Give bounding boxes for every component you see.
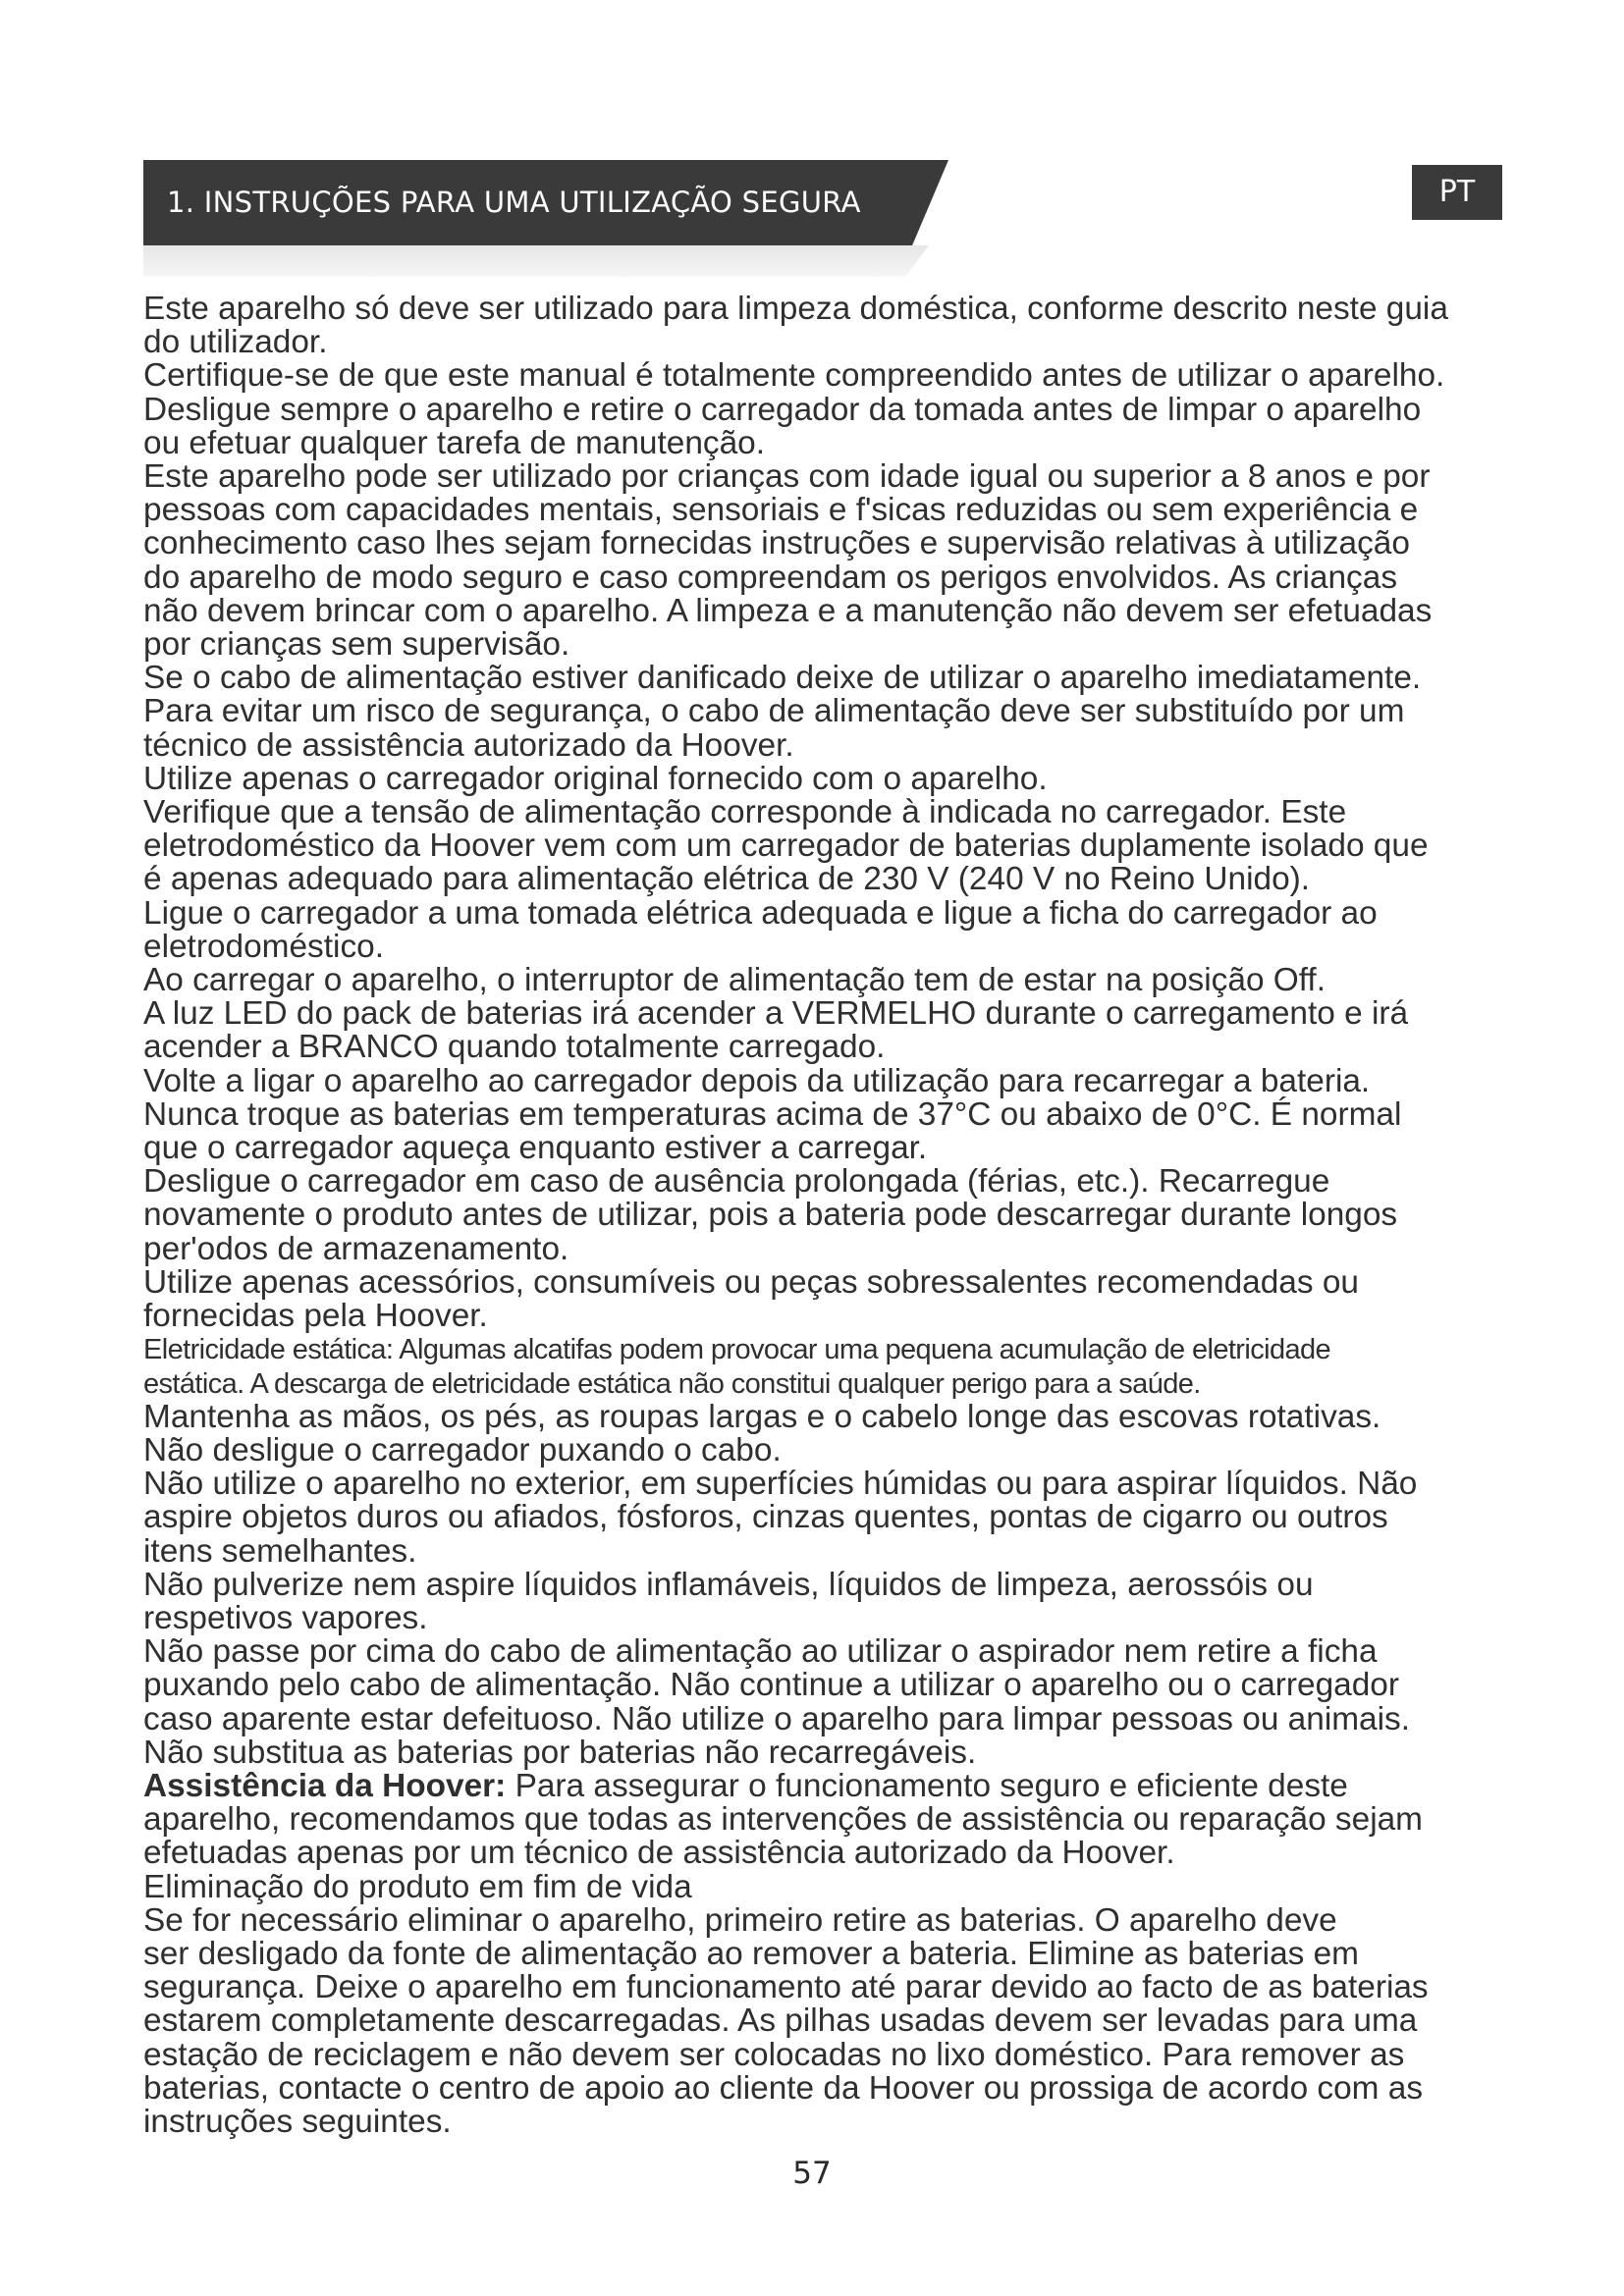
text-line: técnico de assistência autorizado da Hoover. <box>143 726 794 764</box>
header-shadow <box>143 245 929 277</box>
text-line: eletrodoméstico da Hoover vem com um carregador de baterias duplamente isolado que <box>143 828 1429 865</box>
text-line: aspire objetos duros ou afiados, fósforos, cinzas quentes, pontas de cigarro ou outros <box>143 1499 1388 1536</box>
text-line: Desligue sempre o aparelho e retire o carregador da tomada antes de limpar o aparelho <box>143 391 1422 428</box>
text-line: Desligue o carregador em caso de ausência prolongada (férias, etc.). Recarregue <box>143 1163 1330 1201</box>
instructions-block-warnings <box>143 1398 1518 1771</box>
text-line: Mantenha as mãos, os pés, as roupas largas e o cabelo longe das escovas rotativas. <box>143 1398 1381 1435</box>
text-line: Não utilize o aparelho no exterior, em superfícies húmidas ou para aspirar líquidos. Não <box>143 1466 1418 1503</box>
text-line: Não passe por cima do cabo de alimentação ao utilizar o aspirador nem retire a ficha <box>143 1633 1378 1671</box>
text-line: Nunca troque as baterias em temperaturas acima de 37°C ou abaixo de 0°C. É normal <box>143 1095 1402 1133</box>
text-line: Verifique que a tensão de alimentação corresponde à indicada no carregador. Este <box>143 794 1347 831</box>
text-line: estática. A descarga de eletricidade estática não constitui qualquer perigo para a saúde. <box>143 1367 1201 1400</box>
text-line: por crianças sem supervisão. <box>143 626 570 664</box>
end-of-life-block <box>143 1868 1518 2140</box>
text-line: puxando pelo cabo de alimentação. Não continue a utilizar o aparelho ou o carregador <box>143 1667 1399 1704</box>
assistance-block <box>143 1803 1518 1870</box>
text-line: Eletricidade estática: Algumas alcatifas podem provocar uma pequena acumulação de eletricidade <box>143 1334 1331 1366</box>
text-line: Ao carregar o aparelho, o interruptor de alimentação tem de estar na posição Off. <box>143 962 1326 999</box>
text-line: Não pulverize nem aspire líquidos inflamáveis, líquidos de limpeza, aerossóis ou <box>143 1566 1314 1603</box>
text-line: segurança. Deixe o aparelho em funcionamento até parar devido ao facto de as baterias <box>143 1969 1429 2006</box>
language-badge: PT <box>1412 165 1502 220</box>
text-line: itens semelhantes. <box>143 1532 417 1570</box>
instructions-body <box>143 293 1518 2139</box>
text-line: novamente o produto antes de utilizar, pois a bateria pode descarregar durante longos <box>143 1197 1398 1234</box>
text-line: que o carregador aqueça enquanto estiver a carregar. <box>143 1130 928 1167</box>
instructions-block-general <box>143 293 1518 1333</box>
text-line: Não desligue o carregador puxando o cabo. <box>143 1431 782 1468</box>
text-line: não devem brincar com o aparelho. A limpeza e a manutenção não devem ser efetuadas <box>143 592 1433 629</box>
page-number: 57 <box>792 2156 832 2191</box>
text-line: acender a BRANCO quando totalmente carregado. <box>143 1029 886 1066</box>
text-line: per'odos de armazenamento. <box>143 1230 569 1267</box>
text-line: Este aparelho só deve ser utilizado para limpeza doméstica, conforme descrito neste guia <box>143 291 1448 327</box>
text-line: Eliminação do produto em fim de vida <box>143 1868 692 1905</box>
text-line: é apenas adequado para alimentação elétrica de 230 V (240 V no Reino Unido). <box>143 861 1311 898</box>
text-line: fornecidas pela Hoover. <box>143 1298 488 1335</box>
text-line: estação de reciclagem e não devem ser colocadas no lixo doméstico. Para remover as <box>143 2036 1405 2073</box>
text-line: baterias, contacte o centro de apoio ao cliente da Hoover ou prossiga de acordo com as <box>143 2069 1424 2107</box>
instructions-block-static-electricity <box>143 1333 1518 1400</box>
text-line: aparelho, recomendamos que todas as intervenções de assistência ou reparação sejam <box>143 1801 1424 1839</box>
text-line: respetivos vapores. <box>143 1599 428 1636</box>
text-line: ser desligado da fonte de alimentação ao remover a bateria. Elimine as baterias em <box>143 1935 1359 1972</box>
text-line: A luz LED do pack de baterias irá acender a VERMELHO durante o carregamento e irá <box>143 995 1409 1033</box>
text-line: Utilize apenas acessórios, consumíveis ou peças sobressalentes recomendadas ou <box>143 1263 1359 1301</box>
text-line: Ligue o carregador a uma tomada elétrica adequada e ligue a ficha do carregador ao <box>143 894 1378 932</box>
text-line: Utilize apenas o carregador original fornecido com o aparelho. <box>143 760 1048 797</box>
text-line: Não substitua as baterias por baterias não recarregáveis. <box>143 1734 977 1771</box>
text-line: do utilizador. <box>143 324 328 361</box>
section-title: 1. INSTRUÇÕES PARA UMA UTILIZAÇÃO SEGURA <box>167 186 861 219</box>
text-line: Se o cabo de alimentação estiver danificado deixe de utilizar o aparelho imediatamente. <box>143 660 1422 697</box>
text-line: estarem completamente descarregadas. As pilhas usadas devem ser levadas para uma <box>143 2002 1418 2040</box>
text-line: eletrodoméstico. <box>143 928 384 965</box>
text-line: efetuadas apenas por um técnico de assistência autorizado da Hoover. <box>143 1835 1175 1872</box>
assistance-label: Assistência da Hoover: <box>143 1767 507 1804</box>
text-line: Volte a ligar o aparelho ao carregador depois da utilização para recarregar a bateria. <box>143 1062 1371 1099</box>
text-line: Para evitar um risco de segurança, o cabo de alimentação deve ser substituído por um <box>143 693 1405 730</box>
section-header <box>143 160 948 245</box>
text-line: ou efetuar qualquer tarefa de manutenção. <box>143 424 766 461</box>
assistance-first-line-rest: Para assegurar o funcionamento seguro e eficiente deste <box>506 1767 1348 1804</box>
text-line: caso aparente estar defeituoso. Não utilize o aparelho para limpar pessoas ou animais. <box>143 1700 1411 1737</box>
assistance-first-line <box>143 1767 1518 1804</box>
text-line: conhecimento caso lhes sejam fornecidas instruções e supervisão relativas à utilização <box>143 525 1410 562</box>
text-line: pessoas com capacidades mentais, sensoriais e f'sicas reduzidas ou sem experiência e <box>143 492 1419 529</box>
text-line: Se for necessário eliminar o aparelho, primeiro retire as baterias. O aparelho deve <box>143 1901 1337 1939</box>
text-line: Este aparelho pode ser utilizado por crianças com idade igual ou superior a 8 anos e por <box>143 458 1431 496</box>
text-line: Certifique-se de que este manual é totalmente compreendido antes de utilizar o aparelho. <box>143 357 1445 395</box>
text-line: do aparelho de modo seguro e caso compreendam os perigos envolvidos. As crianças <box>143 559 1398 596</box>
text-line: instruções seguintes. <box>143 2103 452 2140</box>
